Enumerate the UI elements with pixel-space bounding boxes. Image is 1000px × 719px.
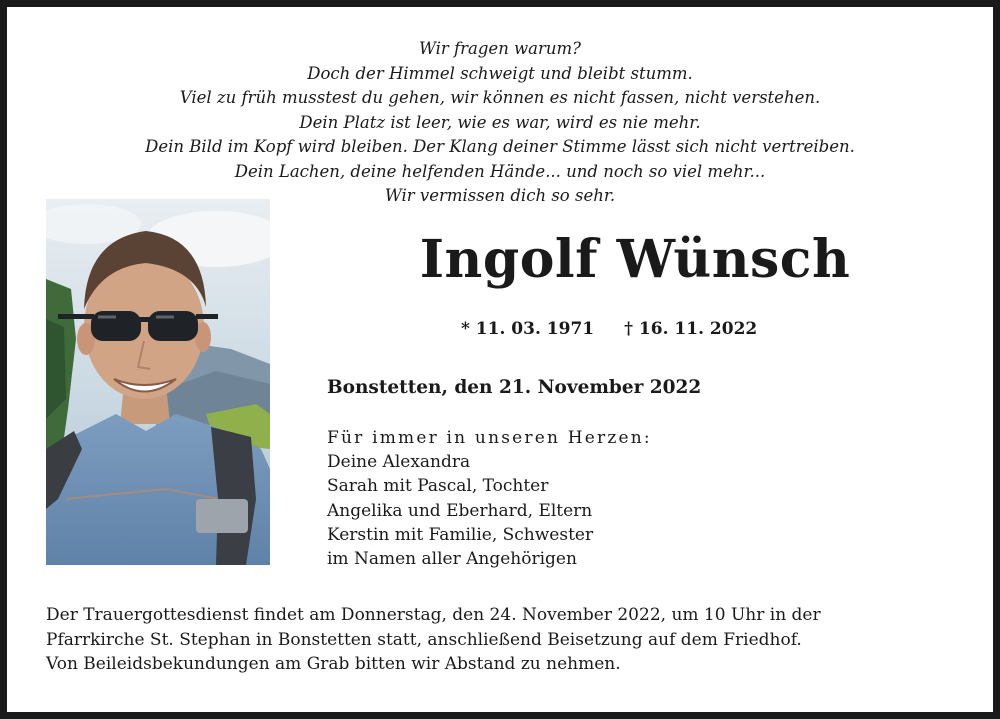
service-line: Pfarrkirche St. Stephan in Bonstetten statt, anschließend Beisetzung auf dem Friedhof. [46, 629, 802, 650]
mourners-list [327, 426, 652, 571]
poem-line: Wir fragen warum? [418, 39, 582, 58]
deceased-name: Ingolf Wünsch [419, 229, 851, 290]
life-dates [461, 319, 757, 339]
mourners-heading: Für immer in unseren Herzen: [327, 428, 652, 448]
poem-line: Wir vermissen dich so sehr. [384, 186, 616, 205]
mourner-line: Kerstin mit Familie, Schwester [327, 524, 594, 545]
service-line: Von Beileidsbekundungen am Grab bitten wir Abstand zu nehmen. [46, 654, 621, 674]
memorial-poem [7, 37, 993, 209]
mourner-line: Sarah mit Pascal, Tochter [327, 476, 549, 497]
mourner-line: im Namen aller Angehörigen [327, 549, 577, 570]
funeral-service-info [46, 603, 821, 677]
poem-line: Dein Lachen, deine helfenden Hände... und noch so viel mehr... [234, 161, 766, 181]
portrait-photo [46, 199, 270, 565]
place-and-date: Bonstetten, den 21. November 2022 [327, 377, 702, 398]
death-date: † 16. 11. 2022 [624, 319, 758, 339]
poem-line: Doch der Himmel schweigt und bleibt stumm. [307, 63, 693, 83]
poem-line: Dein Platz ist leer, wie es war, wird es nie mehr. [299, 112, 701, 132]
mourner-line: Angelika und Eberhard, Eltern [327, 500, 593, 521]
poem-line: Viel zu früh musstest du gehen, wir können es nicht fassen, nicht verstehen. [179, 88, 821, 107]
poem-line: Dein Bild im Kopf wird bleiben. Der Klang deiner Stimme lässt sich nicht vertreiben. [145, 137, 855, 156]
birth-date: * 11. 03. 1971 [461, 319, 595, 339]
mourner-line: Deine Alexandra [327, 452, 471, 473]
service-line: Der Trauergottesdienst findet am Donnerstag, den 24. November 2022, um 10 Uhr in der [46, 605, 821, 625]
